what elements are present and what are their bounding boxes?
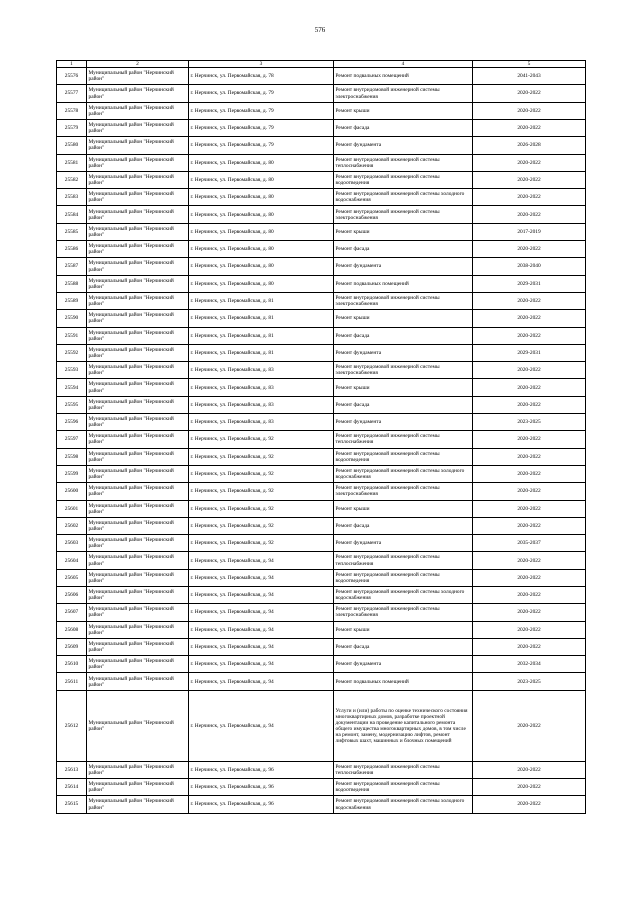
capital-repair-table [56, 60, 586, 814]
cell-period: 2020-2022 [473, 500, 586, 517]
cell-row-number: 25615 [57, 796, 87, 813]
cell-period: 2020-2022 [473, 761, 586, 778]
cell-work-type: Ремонт внутридомовой инженерной системы водоотведения [334, 779, 473, 796]
header-col-3: 3 [189, 61, 334, 68]
cell-period: 2020-2022 [473, 465, 586, 482]
cell-address: г. Нерчинск, ул. Первомайская, д. 79 [189, 119, 334, 136]
table-row [57, 327, 586, 344]
cell-period: 2020-2022 [473, 779, 586, 796]
cell-address: г. Нерчинск, ул. Первомайская, д. 80 [189, 275, 334, 292]
table-row [57, 621, 586, 638]
cell-row-number: 25595 [57, 396, 87, 413]
cell-period: 2020-2022 [473, 448, 586, 465]
cell-work-type: Ремонт фундамента [334, 137, 473, 154]
table-row [57, 673, 586, 690]
header-col-4: 4 [334, 61, 473, 68]
cell-municipality: Муниципальный район "Нерчинский район" [87, 673, 189, 690]
cell-period: 2029-2031 [473, 344, 586, 361]
cell-period: 2020-2022 [473, 587, 586, 604]
cell-municipality: Муниципальный район "Нерчинский район" [87, 431, 189, 448]
table-row [57, 154, 586, 171]
cell-address: г. Нерчинск, ул. Первомайская, д. 80 [189, 258, 334, 275]
cell-row-number: 25608 [57, 621, 87, 638]
table-row [57, 448, 586, 465]
cell-period: 2020-2022 [473, 604, 586, 621]
cell-row-number: 25606 [57, 587, 87, 604]
cell-period: 2020-2022 [473, 362, 586, 379]
table-row [57, 396, 586, 413]
cell-work-type: Ремонт крыши [334, 310, 473, 327]
table-row [57, 241, 586, 258]
cell-period: 2041-2043 [473, 68, 586, 85]
cell-row-number: 25600 [57, 483, 87, 500]
cell-row-number: 25579 [57, 119, 87, 136]
cell-period: 2020-2022 [473, 154, 586, 171]
table-row [57, 379, 586, 396]
cell-row-number: 25580 [57, 137, 87, 154]
cell-municipality: Муниципальный район "Нерчинский район" [87, 292, 189, 309]
table-row [57, 85, 586, 102]
cell-municipality: Муниципальный район "Нерчинский район" [87, 171, 189, 188]
cell-row-number: 25578 [57, 102, 87, 119]
cell-municipality: Муниципальный район "Нерчинский район" [87, 327, 189, 344]
cell-work-type: Ремонт внутридомовой инженерной системы электроснабжения [334, 206, 473, 223]
cell-period: 2020-2022 [473, 796, 586, 813]
table-row [57, 137, 586, 154]
cell-row-number: 25583 [57, 189, 87, 206]
cell-address: г. Нерчинск, ул. Первомайская, д. 92 [189, 483, 334, 500]
cell-period: 2035-2037 [473, 535, 586, 552]
cell-municipality: Муниципальный район "Нерчинский район" [87, 500, 189, 517]
table-row [57, 102, 586, 119]
header-col-1: 1 [57, 61, 87, 68]
cell-address: г. Нерчинск, ул. Первомайская, д. 96 [189, 796, 334, 813]
cell-row-number: 25581 [57, 154, 87, 171]
cell-period: 2020-2022 [473, 102, 586, 119]
cell-row-number: 25605 [57, 569, 87, 586]
table-row [57, 465, 586, 482]
cell-row-number: 25591 [57, 327, 87, 344]
header-row [57, 61, 586, 68]
cell-work-type: Ремонт фасада [334, 638, 473, 655]
cell-municipality: Муниципальный район "Нерчинский район" [87, 587, 189, 604]
cell-municipality: Муниципальный район "Нерчинский район" [87, 275, 189, 292]
table-row [57, 414, 586, 431]
cell-work-type: Ремонт фундамента [334, 258, 473, 275]
cell-row-number: 25603 [57, 535, 87, 552]
cell-work-type: Ремонт внутридомовой инженерной системы холодного водоснабжения [334, 189, 473, 206]
cell-period: 2029-2031 [473, 275, 586, 292]
cell-municipality: Муниципальный район "Нерчинский район" [87, 206, 189, 223]
table-row [57, 292, 586, 309]
cell-municipality: Муниципальный район "Нерчинский район" [87, 621, 189, 638]
cell-municipality: Муниципальный район "Нерчинский район" [87, 344, 189, 361]
cell-work-type: Ремонт внутридомовой инженерной системы водоотведения [334, 171, 473, 188]
cell-address: г. Нерчинск, ул. Первомайская, д. 94 [189, 552, 334, 569]
cell-work-type: Ремонт фундамента [334, 344, 473, 361]
cell-work-type: Ремонт фасада [334, 327, 473, 344]
cell-work-type: Ремонт крыши [334, 379, 473, 396]
cell-address: г. Нерчинск, ул. Первомайская, д. 79 [189, 102, 334, 119]
table-row [57, 189, 586, 206]
table-row [57, 656, 586, 673]
cell-row-number: 25586 [57, 241, 87, 258]
cell-address: г. Нерчинск, ул. Первомайская, д. 83 [189, 396, 334, 413]
cell-address: г. Нерчинск, ул. Первомайская, д. 80 [189, 154, 334, 171]
cell-address: г. Нерчинск, ул. Первомайская, д. 80 [189, 171, 334, 188]
header-col-5: 5 [473, 61, 586, 68]
cell-period: 2020-2022 [473, 119, 586, 136]
cell-municipality: Муниципальный район "Нерчинский район" [87, 379, 189, 396]
cell-row-number: 25593 [57, 362, 87, 379]
cell-municipality: Муниципальный район "Нерчинский район" [87, 137, 189, 154]
cell-row-number: 25611 [57, 673, 87, 690]
cell-address: г. Нерчинск, ул. Первомайская, д. 94 [189, 690, 334, 761]
cell-municipality: Муниципальный район "Нерчинский район" [87, 85, 189, 102]
table-row [57, 500, 586, 517]
cell-municipality: Муниципальный район "Нерчинский район" [87, 414, 189, 431]
cell-municipality: Муниципальный район "Нерчинский район" [87, 779, 189, 796]
cell-row-number: 25590 [57, 310, 87, 327]
cell-work-type: Ремонт внутридомовой инженерной системы теплоснабжения [334, 552, 473, 569]
cell-row-number: 25613 [57, 761, 87, 778]
cell-municipality: Муниципальный район "Нерчинский район" [87, 535, 189, 552]
table-row [57, 483, 586, 500]
cell-municipality: Муниципальный район "Нерчинский район" [87, 241, 189, 258]
cell-row-number: 25609 [57, 638, 87, 655]
table-row [57, 535, 586, 552]
cell-row-number: 25584 [57, 206, 87, 223]
table-row [57, 638, 586, 655]
table-row [57, 275, 586, 292]
table-row [57, 761, 586, 778]
cell-address: г. Нерчинск, ул. Первомайская, д. 94 [189, 673, 334, 690]
cell-address: г. Нерчинск, ул. Первомайская, д. 92 [189, 517, 334, 534]
cell-address: г. Нерчинск, ул. Первомайская, д. 94 [189, 638, 334, 655]
table-row [57, 779, 586, 796]
cell-work-type: Ремонт внутридомовой инженерной системы водоотведения [334, 569, 473, 586]
cell-address: г. Нерчинск, ул. Первомайская, д. 80 [189, 206, 334, 223]
cell-address: г. Нерчинск, ул. Первомайская, д. 94 [189, 569, 334, 586]
cell-municipality: Муниципальный район "Нерчинский район" [87, 258, 189, 275]
cell-period: 2038-2040 [473, 258, 586, 275]
cell-address: г. Нерчинск, ул. Первомайская, д. 94 [189, 604, 334, 621]
cell-work-type: Ремонт фасада [334, 241, 473, 258]
cell-address: г. Нерчинск, ул. Первомайская, д. 81 [189, 327, 334, 344]
table-row [57, 119, 586, 136]
cell-address: г. Нерчинск, ул. Первомайская, д. 78 [189, 68, 334, 85]
table-row [57, 310, 586, 327]
cell-period: 2020-2022 [473, 483, 586, 500]
cell-municipality: Муниципальный район "Нерчинский район" [87, 552, 189, 569]
cell-work-type: Ремонт крыши [334, 621, 473, 638]
cell-period: 2020-2022 [473, 379, 586, 396]
table-row [57, 206, 586, 223]
cell-address: г. Нерчинск, ул. Первомайская, д. 80 [189, 223, 334, 240]
cell-address: г. Нерчинск, ул. Первомайская, д. 96 [189, 779, 334, 796]
cell-work-type: Ремонт фундамента [334, 535, 473, 552]
cell-period: 2020-2022 [473, 396, 586, 413]
cell-row-number: 25607 [57, 604, 87, 621]
table-row [57, 796, 586, 813]
cell-address: г. Нерчинск, ул. Первомайская, д. 83 [189, 379, 334, 396]
cell-address: г. Нерчинск, ул. Первомайская, д. 92 [189, 500, 334, 517]
cell-period: 2020-2022 [473, 171, 586, 188]
cell-work-type: Ремонт внутридомовой инженерной системы теплоснабжения [334, 431, 473, 448]
cell-address: г. Нерчинск, ул. Первомайская, д. 80 [189, 189, 334, 206]
cell-municipality: Муниципальный район "Нерчинский район" [87, 396, 189, 413]
cell-row-number: 25612 [57, 690, 87, 761]
cell-period: 2020-2022 [473, 206, 586, 223]
cell-municipality: Муниципальный район "Нерчинский район" [87, 223, 189, 240]
cell-address: г. Нерчинск, ул. Первомайская, д. 79 [189, 137, 334, 154]
cell-address: г. Нерчинск, ул. Первомайская, д. 81 [189, 344, 334, 361]
cell-address: г. Нерчинск, ул. Первомайская, д. 94 [189, 621, 334, 638]
cell-work-type: Услуги и (или) работы по оценке технического состояния многоквартирных домов, разработке проектной документации на проведение капитального ремонта общего имущества многоквартирных домов, в том числе на ремонт, замену, модернизацию лифтов, ремонт лифтовых шахт, машинных и блочных помещений [334, 690, 473, 761]
cell-row-number: 25610 [57, 656, 87, 673]
table-row [57, 258, 586, 275]
cell-municipality: Муниципальный район "Нерчинский район" [87, 604, 189, 621]
cell-period: 2020-2022 [473, 292, 586, 309]
cell-work-type: Ремонт фундамента [334, 656, 473, 673]
cell-period: 2020-2022 [473, 690, 586, 761]
cell-work-type: Ремонт внутридомовой инженерной системы электроснабжения [334, 362, 473, 379]
cell-period: 2023-2025 [473, 414, 586, 431]
cell-row-number: 25588 [57, 275, 87, 292]
cell-address: г. Нерчинск, ул. Первомайская, д. 92 [189, 465, 334, 482]
cell-work-type: Ремонт крыши [334, 500, 473, 517]
table-row [57, 223, 586, 240]
cell-work-type: Ремонт внутридомовой инженерной системы электроснабжения [334, 604, 473, 621]
cell-period: 2020-2022 [473, 621, 586, 638]
cell-period: 2020-2022 [473, 310, 586, 327]
cell-municipality: Муниципальный район "Нерчинский район" [87, 154, 189, 171]
cell-work-type: Ремонт фасада [334, 119, 473, 136]
cell-row-number: 25604 [57, 552, 87, 569]
table-row [57, 517, 586, 534]
cell-municipality: Муниципальный район "Нерчинский район" [87, 761, 189, 778]
cell-period: 2020-2022 [473, 517, 586, 534]
page-number: 576 [314, 26, 326, 34]
cell-work-type: Ремонт подвальных помещений [334, 68, 473, 85]
cell-municipality: Муниципальный район "Нерчинский район" [87, 119, 189, 136]
table-row [57, 68, 586, 85]
cell-row-number: 25597 [57, 431, 87, 448]
cell-address: г. Нерчинск, ул. Первомайская, д. 80 [189, 241, 334, 258]
cell-municipality: Муниципальный район "Нерчинский район" [87, 448, 189, 465]
cell-municipality: Муниципальный район "Нерчинский район" [87, 362, 189, 379]
cell-row-number: 25585 [57, 223, 87, 240]
cell-address: г. Нерчинск, ул. Первомайская, д. 92 [189, 535, 334, 552]
cell-work-type: Ремонт внутридомовой инженерной системы водоотведения [334, 448, 473, 465]
cell-address: г. Нерчинск, ул. Первомайская, д. 81 [189, 292, 334, 309]
cell-work-type: Ремонт внутридомовой инженерной системы электроснабжения [334, 85, 473, 102]
cell-row-number: 25589 [57, 292, 87, 309]
cell-row-number: 25601 [57, 500, 87, 517]
cell-municipality: Муниципальный район "Нерчинский район" [87, 310, 189, 327]
cell-municipality: Муниципальный район "Нерчинский район" [87, 690, 189, 761]
cell-row-number: 25602 [57, 517, 87, 534]
cell-period: 2020-2022 [473, 552, 586, 569]
cell-municipality: Муниципальный район "Нерчинский район" [87, 638, 189, 655]
table-row [57, 171, 586, 188]
cell-row-number: 25599 [57, 465, 87, 482]
table-row [57, 604, 586, 621]
table-row [57, 344, 586, 361]
cell-address: г. Нерчинск, ул. Первомайская, д. 92 [189, 431, 334, 448]
cell-work-type: Ремонт фасада [334, 396, 473, 413]
cell-period: 2020-2022 [473, 241, 586, 258]
table-row [57, 569, 586, 586]
cell-address: г. Нерчинск, ул. Первомайская, д. 96 [189, 761, 334, 778]
cell-period: 2026-2028 [473, 137, 586, 154]
cell-work-type: Ремонт подвальных помещений [334, 673, 473, 690]
table-row [57, 552, 586, 569]
cell-period: 2032-2034 [473, 656, 586, 673]
cell-municipality: Муниципальный район "Нерчинский район" [87, 102, 189, 119]
table-row [57, 690, 586, 761]
cell-work-type: Ремонт фасада [334, 517, 473, 534]
cell-address: г. Нерчинск, ул. Первомайская, д. 92 [189, 448, 334, 465]
cell-address: г. Нерчинск, ул. Первомайская, д. 94 [189, 587, 334, 604]
cell-period: 2020-2022 [473, 327, 586, 344]
cell-period: 2023-2025 [473, 673, 586, 690]
cell-municipality: Муниципальный район "Нерчинский район" [87, 68, 189, 85]
cell-work-type: Ремонт крыши [334, 102, 473, 119]
cell-municipality: Муниципальный район "Нерчинский район" [87, 517, 189, 534]
cell-municipality: Муниципальный район "Нерчинский район" [87, 656, 189, 673]
table-row [57, 431, 586, 448]
table-row [57, 587, 586, 604]
cell-period: 2020-2022 [473, 569, 586, 586]
cell-work-type: Ремонт внутридомовой инженерной системы теплоснабжения [334, 154, 473, 171]
cell-row-number: 25587 [57, 258, 87, 275]
cell-row-number: 25592 [57, 344, 87, 361]
cell-work-type: Ремонт крыши [334, 223, 473, 240]
cell-municipality: Муниципальный район "Нерчинский район" [87, 569, 189, 586]
cell-municipality: Муниципальный район "Нерчинский район" [87, 189, 189, 206]
cell-work-type: Ремонт внутридомовой инженерной системы холодного водоснабжения [334, 587, 473, 604]
cell-work-type: Ремонт внутридомовой инженерной системы электроснабжения [334, 483, 473, 500]
cell-municipality: Муниципальный район "Нерчинский район" [87, 796, 189, 813]
cell-municipality: Муниципальный район "Нерчинский район" [87, 465, 189, 482]
cell-row-number: 25582 [57, 171, 87, 188]
table-row [57, 362, 586, 379]
cell-address: г. Нерчинск, ул. Первомайская, д. 79 [189, 85, 334, 102]
cell-address: г. Нерчинск, ул. Первомайская, д. 94 [189, 656, 334, 673]
cell-work-type: Ремонт внутридомовой инженерной системы электроснабжения [334, 292, 473, 309]
cell-period: 2020-2022 [473, 189, 586, 206]
cell-address: г. Нерчинск, ул. Первомайская, д. 83 [189, 414, 334, 431]
cell-row-number: 25596 [57, 414, 87, 431]
cell-period: 2017-2019 [473, 223, 586, 240]
cell-work-type: Ремонт фундамента [334, 414, 473, 431]
table-body [57, 68, 586, 814]
cell-municipality: Муниципальный район "Нерчинский район" [87, 483, 189, 500]
cell-row-number: 25577 [57, 85, 87, 102]
cell-period: 2020-2022 [473, 638, 586, 655]
cell-period: 2020-2022 [473, 431, 586, 448]
cell-row-number: 25576 [57, 68, 87, 85]
cell-work-type: Ремонт внутридомовой инженерной системы теплоснабжения [334, 761, 473, 778]
cell-address: г. Нерчинск, ул. Первомайская, д. 83 [189, 362, 334, 379]
cell-address: г. Нерчинск, ул. Первомайская, д. 81 [189, 310, 334, 327]
cell-period: 2020-2022 [473, 85, 586, 102]
cell-row-number: 25594 [57, 379, 87, 396]
cell-row-number: 25614 [57, 779, 87, 796]
header-col-2: 2 [87, 61, 189, 68]
cell-work-type: Ремонт внутридомовой инженерной системы холодного водоснабжения [334, 465, 473, 482]
cell-row-number: 25598 [57, 448, 87, 465]
cell-work-type: Ремонт подвальных помещений [334, 275, 473, 292]
cell-work-type: Ремонт внутридомовой инженерной системы холодного водоснабжения [334, 796, 473, 813]
